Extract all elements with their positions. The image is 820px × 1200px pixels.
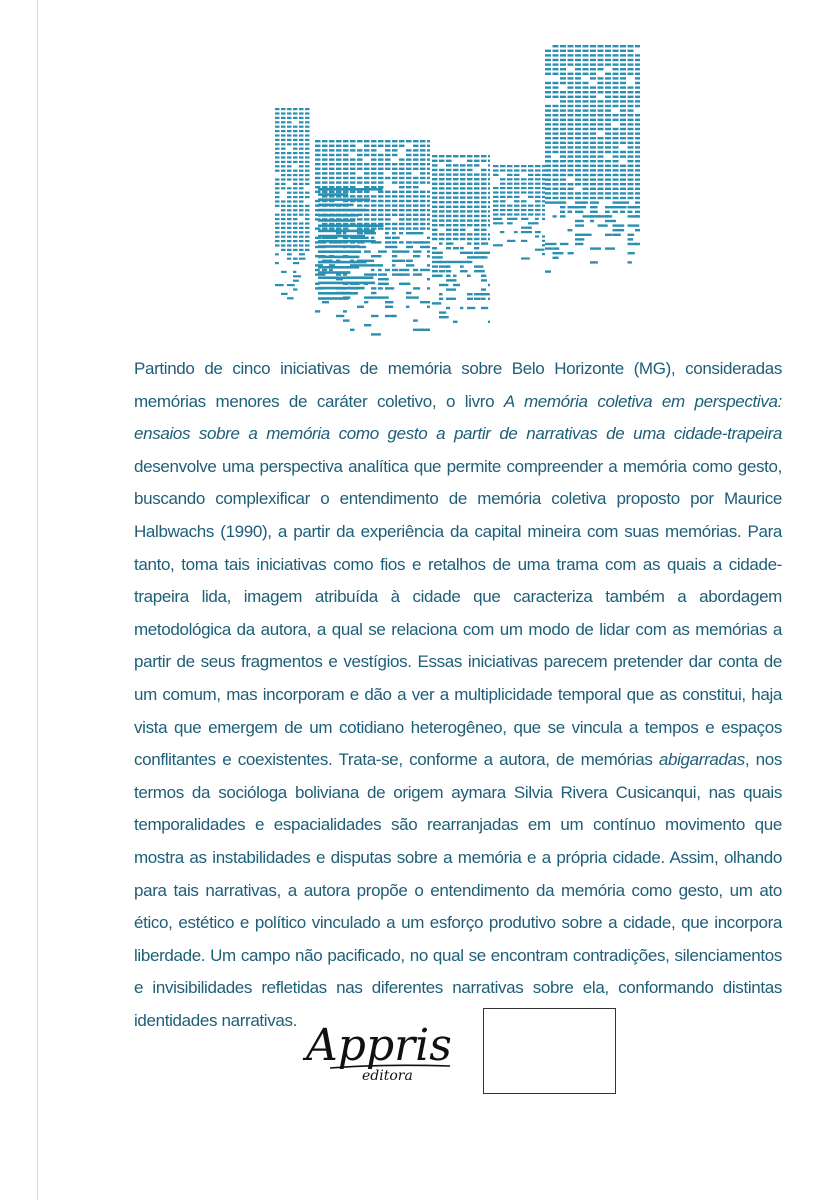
- blurb-text-1: Partindo de cinco iniciativas de memória sobre Belo Horizonte (MG), consideradas memórias menores de caráter coletivo, o livro: [134, 359, 782, 411]
- city-skyline-illustration: [0, 0, 820, 345]
- blurb-text-3: , nos termos da socióloga boliviana de origem aymara Silvia Rivera Cusicanqui, nas quais temporalidades e espacialidades são rearranjadas em um contínuo movimento que mostra as instabilidades e disputas sobre a memória e a própria cidade. Assim, olhando para tais narrativas, a autora propõe o entendimento da memória como gesto, um ato ético, estético e político vinculado a um esforço produtivo sobre a cidade, que incorpora liberdade. Um campo não pacificado, no qual se encontram contradições, silenciamentos e invisibilidades refletidas nas diferentes narrativas sobre ela, conformando distintas identidades narrativas.: [134, 750, 782, 1030]
- barcode-placeholder-box: [483, 1008, 616, 1094]
- back-cover-blurb: [134, 353, 782, 1037]
- logo-wordmark: Appris: [306, 1020, 452, 1071]
- appris-editora-logo: [300, 1014, 460, 1084]
- logo-subtitle: editora: [362, 1068, 413, 1084]
- book-title-italic: A memória coletiva em perspectiva: ensaios sobre a memória como gesto a partir de narrativas de uma cidade-trapeira: [134, 391, 782, 444]
- blurb-text-2: desenvolve uma perspectiva analítica que permite compreender a memória como gesto, buscando complexificar o entendimento de memória coletiva proposto por Maurice Halbwachs (1990), a partir da experiência da capital mineira com suas memórias. Para tanto, toma tais iniciativas como fios e retalhos de uma trama com as quais a cidade-trapeira lida, imagem atribuída à cidade que caracteriza também a abordagem metodológica da autora, a qual se relaciona com um modo de lidar com as memórias a partir de seus fragmentos e vestígios. Essas iniciativas parecem pretender dar conta de um comum, mas incorporam e dão a ver a multiplicidade temporal que as constitui, haja vista que emergem de um cotidiano heterogêneo, que se vincula a tempos e espaços conflitantes e coexistentes. Trata-se, conforme a autora, de memórias: [134, 456, 782, 770]
- term-italic: abigarradas: [658, 750, 745, 770]
